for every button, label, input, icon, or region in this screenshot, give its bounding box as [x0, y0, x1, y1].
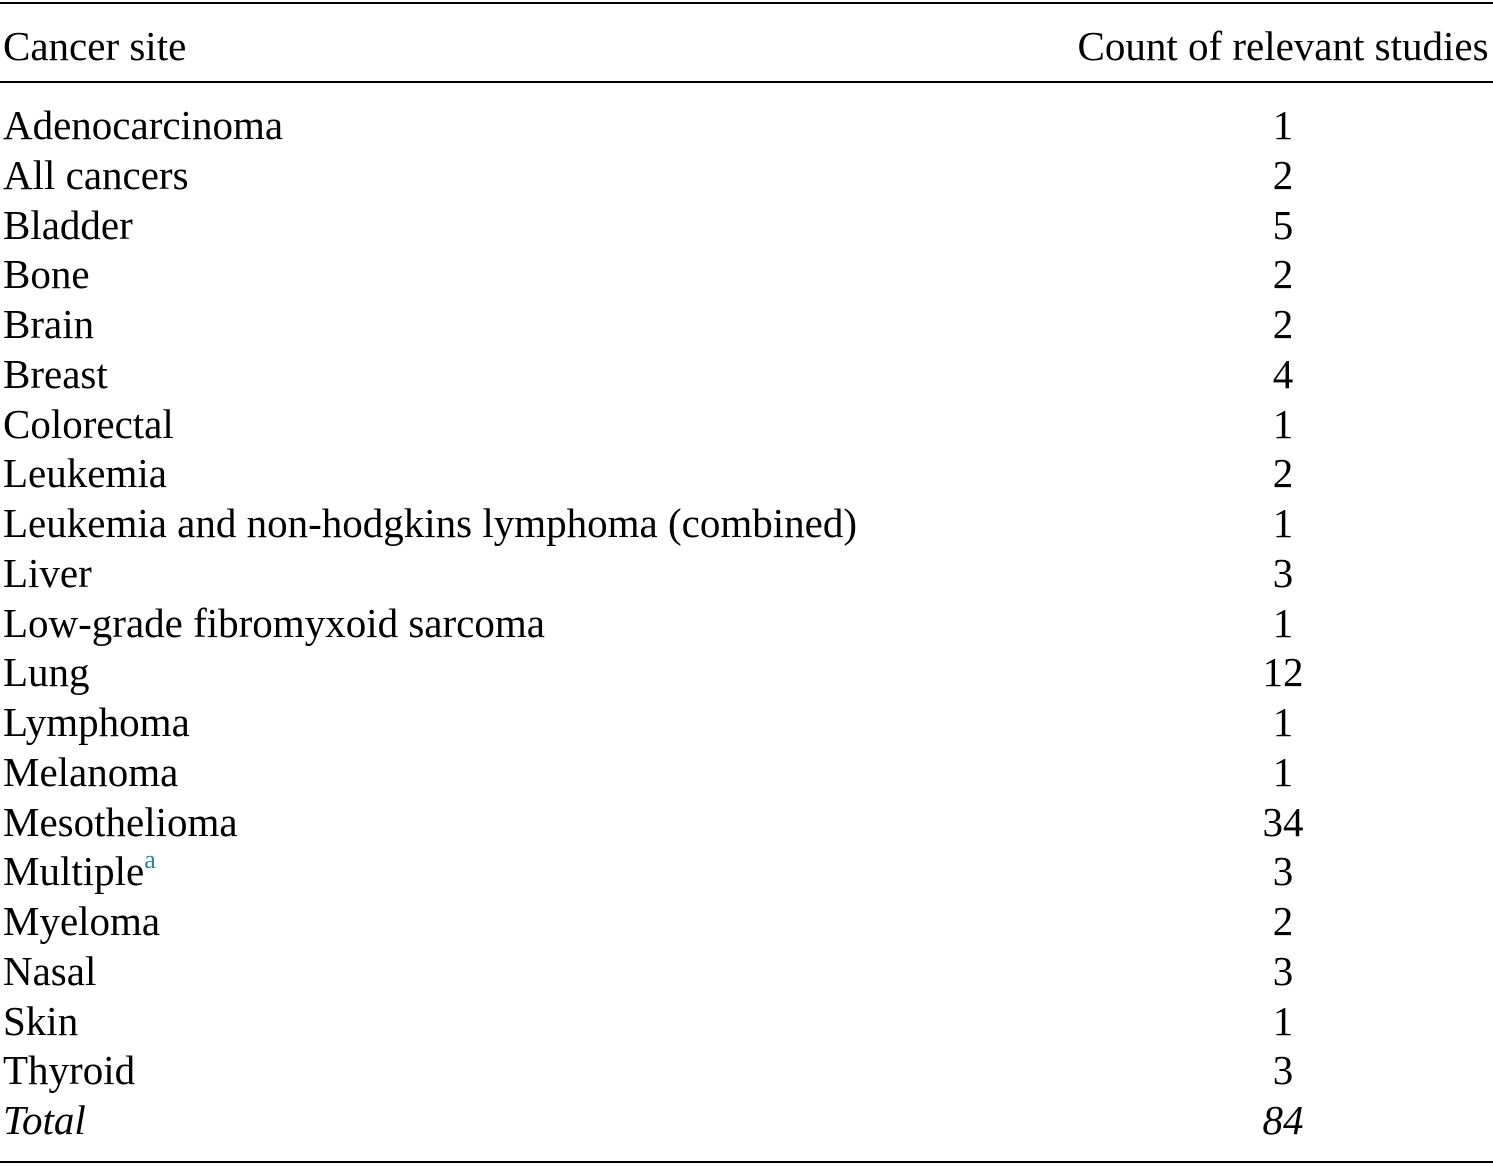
- cell-cancer-site: [3, 449, 167, 499]
- cell-cancer-site: [3, 798, 238, 848]
- cell-cancer-site: [3, 250, 90, 300]
- cell-count: 3: [1272, 549, 1294, 596]
- cancer-site-label: Mesothelioma: [3, 798, 238, 845]
- cancer-site-label: Leukemia and non-hodgkins lymphoma (combined): [3, 500, 857, 546]
- cancer-site-label: Brain: [3, 301, 95, 347]
- cancer-site-label: Myeloma: [3, 898, 161, 944]
- header-cancer-site: Cancer site: [3, 23, 187, 69]
- table-row: [0, 648, 1493, 698]
- cancer-site-label: Bladder: [3, 201, 133, 248]
- cell-cancer-site: [3, 698, 190, 748]
- table-row: [0, 151, 1493, 201]
- cell-cancer-site: [3, 499, 857, 549]
- cancer-site-label: Lung: [3, 649, 90, 696]
- cancer-site-label: Breast: [3, 350, 108, 397]
- table-row: [0, 350, 1493, 400]
- table-row: [0, 499, 1493, 549]
- cell-count: 2: [1272, 151, 1294, 198]
- cell-count: 34: [1262, 798, 1304, 845]
- table-row: [0, 449, 1493, 499]
- cancer-site-label: Liver: [3, 549, 92, 596]
- cell-cancer-site: [3, 847, 156, 897]
- bottom-rule: [0, 1161, 1493, 1163]
- total-label: Total: [3, 1097, 86, 1143]
- cell-count: 2: [1272, 450, 1294, 497]
- header-rule: [0, 81, 1493, 83]
- cancer-site-label: Leukemia: [3, 450, 167, 497]
- table-row: [0, 549, 1493, 599]
- cancer-site-label: All cancers: [3, 151, 189, 198]
- table-row: [0, 101, 1493, 151]
- footnote-marker[interactable]: a: [144, 845, 156, 875]
- table-row: [0, 847, 1493, 897]
- cell-cancer-site: [3, 947, 96, 997]
- cell-count: 1: [1272, 599, 1294, 646]
- cancer-site-label: Thyroid: [3, 1047, 136, 1094]
- cell-cancer-site: [3, 897, 160, 947]
- cell-count: 2: [1272, 251, 1294, 298]
- table-row: [0, 798, 1493, 848]
- cancer-site-label: Lymphoma: [3, 699, 190, 745]
- cell-cancer-site: [3, 151, 189, 201]
- top-rule: [0, 2, 1493, 4]
- table-row: [0, 947, 1493, 997]
- cancer-site-label: Skin: [3, 997, 79, 1044]
- table-row: [0, 300, 1493, 350]
- cell-cancer-site: [3, 1046, 135, 1096]
- cancer-site-label: Colorectal: [3, 400, 174, 447]
- cell-count: 3: [1272, 947, 1294, 994]
- table-row: [0, 1046, 1493, 1096]
- cell-count: 1: [1272, 748, 1294, 795]
- cell-cancer-site: [3, 748, 178, 798]
- cell-cancer-site: [3, 549, 92, 599]
- cell-count: 1: [1272, 102, 1294, 148]
- cell-count: 1: [1272, 400, 1294, 447]
- table-row: [0, 698, 1493, 748]
- table-row: [0, 201, 1493, 251]
- table-body: [0, 101, 1493, 1146]
- cell-cancer-site: [3, 300, 94, 350]
- table-row: [0, 897, 1493, 947]
- cell-count: 4: [1272, 350, 1294, 397]
- table-row: [0, 250, 1493, 300]
- cancer-site-label: Nasal: [3, 947, 97, 994]
- table-row-total: [0, 1096, 1493, 1146]
- cell-count: 3: [1272, 848, 1294, 895]
- cell-count: 2: [1272, 301, 1294, 347]
- cell-count: 2: [1272, 898, 1294, 944]
- table-row: [0, 748, 1493, 798]
- cell-cancer-site: [3, 997, 78, 1047]
- table-row: [0, 599, 1493, 649]
- header-count-of-relevant-studies: Count of relevant studies: [1077, 23, 1489, 69]
- cancer-site-label: Bone: [3, 251, 90, 298]
- cell-count: 1: [1272, 997, 1294, 1044]
- cell-count: 3: [1272, 1047, 1294, 1094]
- cell-cancer-site: [3, 599, 545, 649]
- table-header-row: [0, 22, 1493, 72]
- cell-cancer-site: [3, 201, 133, 251]
- cell-count: 1: [1272, 699, 1294, 745]
- cancer-site-label: Adenocarcinoma: [3, 102, 284, 148]
- total-count: 84: [1262, 1097, 1304, 1143]
- table-row: [0, 400, 1493, 450]
- cell-cancer-site: [3, 101, 283, 151]
- cell-count: 5: [1272, 201, 1294, 248]
- cancer-site-label: Multiple: [3, 848, 145, 895]
- cell-cancer-site: [3, 400, 174, 450]
- table-row: [0, 997, 1493, 1047]
- cell-cancer-site: [3, 648, 90, 698]
- cell-count: 12: [1262, 649, 1304, 696]
- cell-cancer-site: [3, 350, 108, 400]
- cancer-site-label: Low-grade fibromyxoid sarcoma: [3, 599, 545, 646]
- cell-count: 1: [1272, 500, 1294, 546]
- cancer-site-label: Melanoma: [3, 748, 179, 795]
